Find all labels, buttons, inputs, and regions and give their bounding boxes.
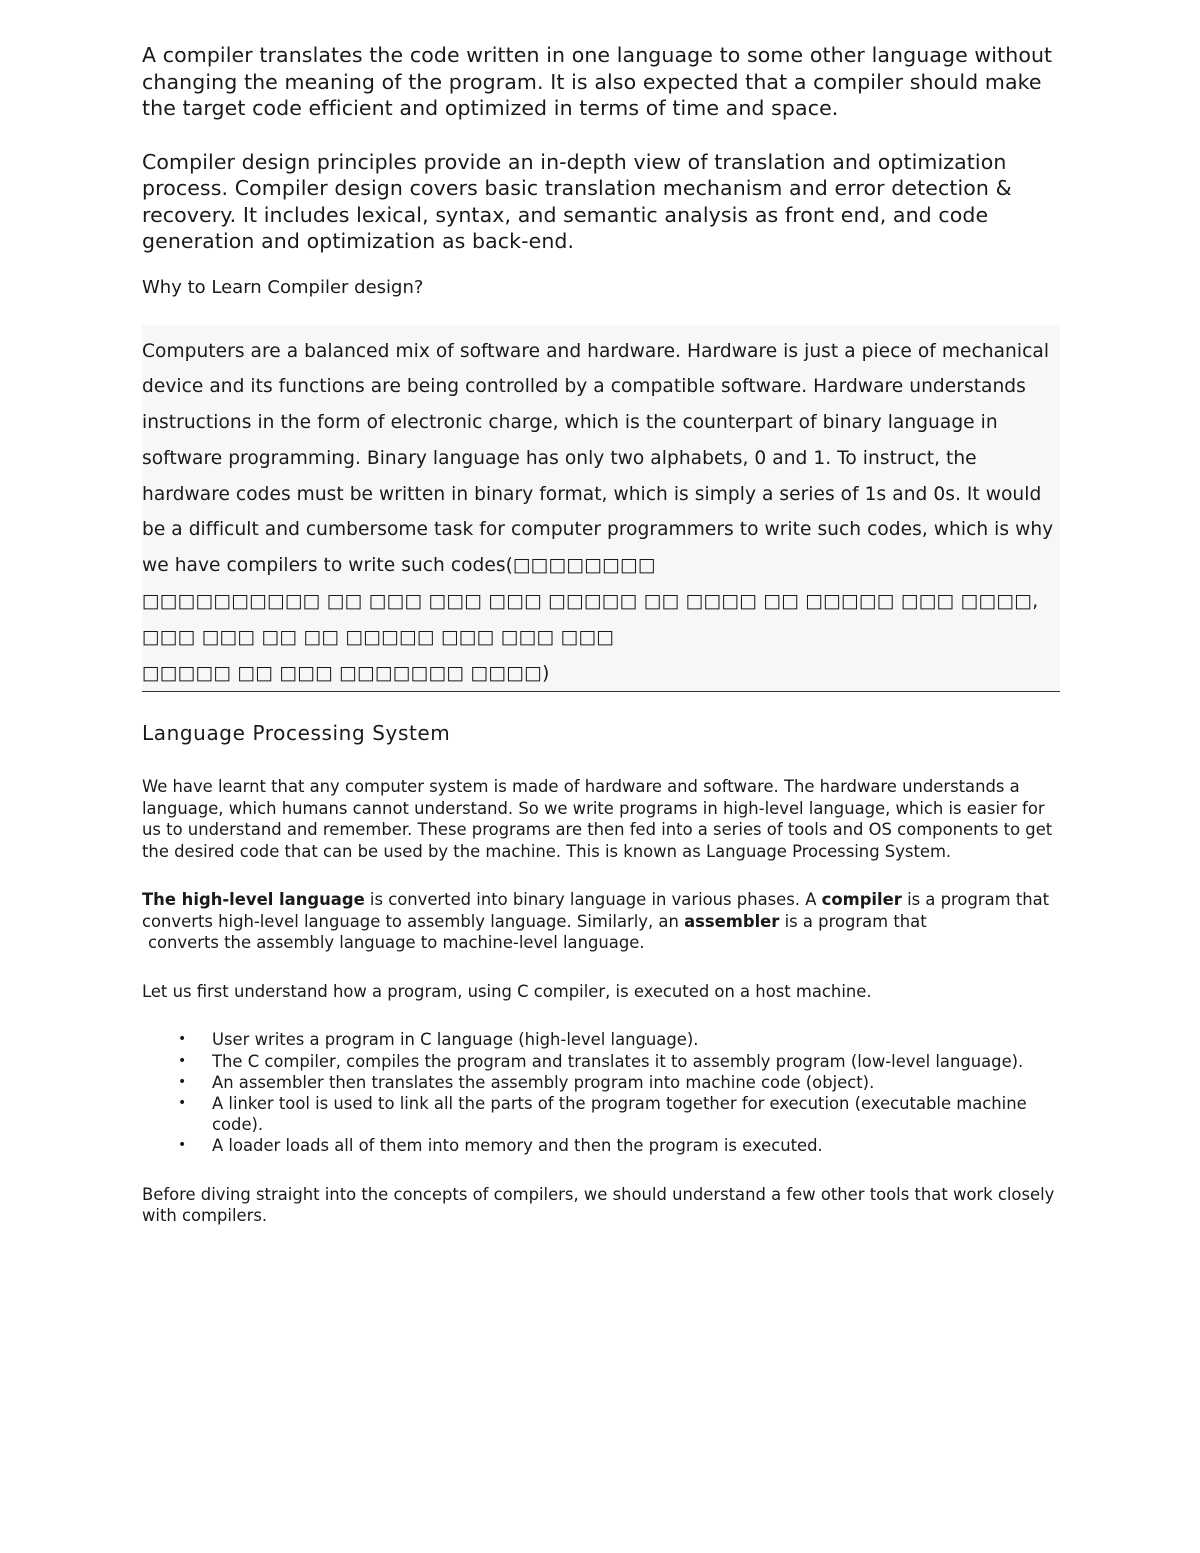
principles-paragraph: Compiler design principles provide an in-depth view of translation and optimization process. Compiler design covers basic translation mechanism and error detection & recovery. It includes lexical, syntax, and semantic analysis as front end, and code generation and optimization as back-end.: [142, 149, 1012, 253]
list-item: [142, 1093, 1062, 1135]
p2-text-2: is a program that converts high-level language to assembly language. Similarly, an: [142, 890, 1050, 931]
bold-assembler: assembler: [684, 911, 780, 931]
bullet-icon: •: [178, 1095, 187, 1112]
shaded-text: [142, 334, 1060, 692]
list-item: [142, 1029, 1062, 1050]
list-item-text: User writes a program in C language (high-level language).: [212, 1030, 699, 1050]
list-item-text: A loader loads all of them into memory and then the program is executed.: [212, 1136, 823, 1156]
section-title: Language Processing System: [142, 721, 451, 746]
bold-high-level-language: The high-level language: [142, 890, 365, 910]
p2-text-1: is converted into binary language in various phases. A: [364, 890, 822, 910]
closing-paragraph: Before diving straight into the concepts of compilers, we should understand a few other tools that work closely with compilers.: [142, 1184, 1055, 1226]
garbled-text-3: □□□□□ □□ □□□ □□□□□□□ □□□□): [142, 662, 550, 684]
steps-list: [142, 1029, 1062, 1156]
section-paragraph-3: Let us first understand how a program, using C compiler, is executed on a host machine.: [142, 981, 872, 1001]
bullet-icon: •: [178, 1137, 187, 1154]
list-item: [142, 1135, 1062, 1156]
garbled-text-2: □□□□□□□□□□ □□ □□□ □□□ □□□ □□□□□ □□ □□□□ □□ □□□□□ □□□ □□□□, □□□ □□□ □□ □□ □□□□□ □□□ □□□ □□□: [142, 591, 1039, 648]
bullet-icon: •: [178, 1031, 187, 1048]
p2-text-3: is a program that: [779, 911, 927, 931]
bullet-icon: •: [178, 1052, 187, 1069]
p2-line-2: converts the assembly language to machine-level language.: [148, 933, 645, 953]
bullet-icon: •: [178, 1073, 187, 1090]
list-item: [142, 1051, 1062, 1072]
list-item: [142, 1072, 1062, 1093]
list-item-text: The C compiler, compiles the program and translates it to assembly program (low-level language).: [212, 1051, 1024, 1071]
section-paragraph-1: We have learnt that any computer system is made of hardware and software. The hardware understands a language, which humans cannot understand. So we write programs in high-level language, which is easier for us to understand and remember. These programs are then fed into a series of tools and OS components to get the desired code that can be used by the machine. This is known as Language Processing System.: [142, 777, 1053, 861]
shaded-text-main: Computers are a balanced mix of software and hardware. Hardware is just a piece of mechanical device and its functions are being controlled by a compatible software. Hardware understands instructions in the form of electronic charge, which is the counterpart of binary language in software programming. Binary language has only two alphabets, 0 and 1. To instruct, the hardware codes must be written in binary format, which is simply a series of 1s and 0s. It would be a difficult and cumbersome task for computer programmers to write such codes, which is why we have compilers to write such codes(: [142, 340, 1054, 577]
intro-paragraph: A compiler translates the code written in one language to some other language without changing the meaning of the program. It is also expected that a compiler should make the target code efficient and optimized in terms of time and space.: [142, 43, 1053, 120]
list-item-text: A linker tool is used to link all the parts of the program together for execution (executable machine code).: [212, 1094, 1027, 1135]
garbled-text-1: □□□□□□□□: [512, 555, 656, 577]
bold-compiler: compiler: [821, 890, 902, 910]
list-item-text: An assembler then translates the assembly program into machine code (object).: [212, 1072, 875, 1092]
why-heading: Why to Learn Compiler design?: [142, 276, 424, 298]
section-paragraph-2: [142, 889, 1062, 954]
document-page: [142, 42, 1062, 1227]
shaded-quote-block: [142, 325, 1060, 693]
